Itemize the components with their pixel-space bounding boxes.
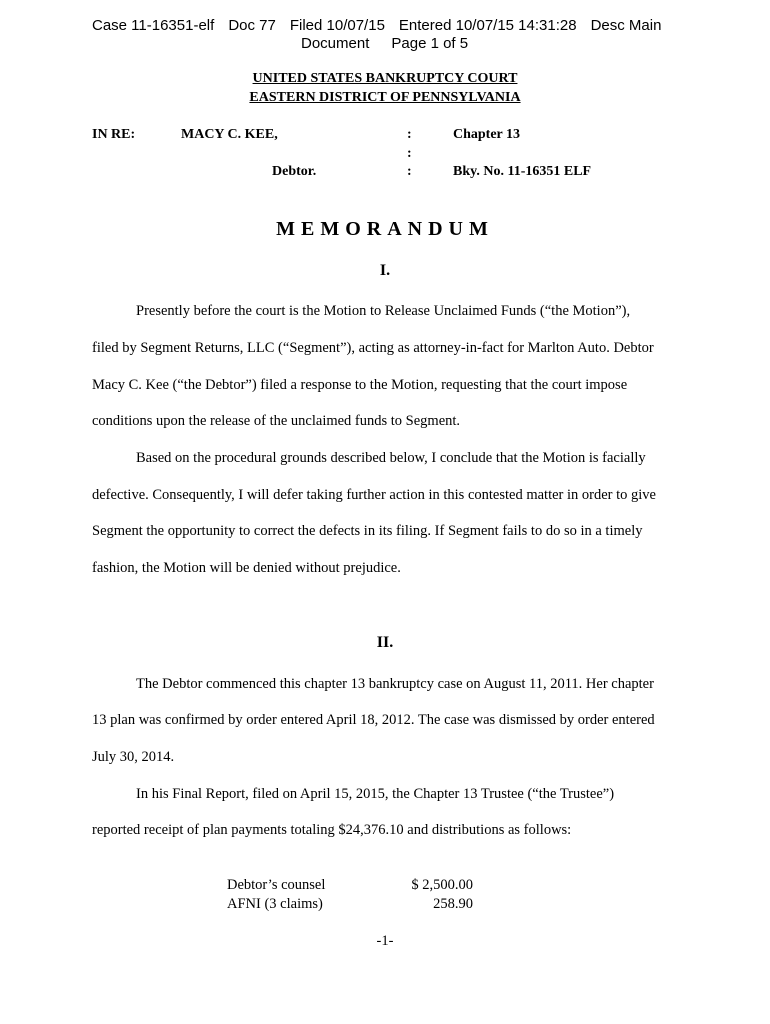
court-district: EASTERN DISTRICT OF PENNSYLVANIA — [249, 90, 521, 105]
distribution-amount: 258.90 — [433, 896, 473, 912]
page-count: Page 1 of 5 — [391, 35, 469, 52]
paragraph-line: Macy C. Kee (“the Debtor”) filed a response to the Motion, requesting that the court impose — [92, 377, 628, 393]
paragraph-line: reported receipt of plan payments totaling $24,376.10 and distributions as follows: — [92, 822, 572, 838]
distribution-payee: Debtor’s counsel — [227, 877, 326, 893]
bankruptcy-number: Bky. No. 11-16351 ELF — [453, 164, 592, 179]
paragraph-line: 13 plan was confirmed by order entered April 18, 2012. The case was dismissed by order entered — [92, 712, 655, 728]
filing-stamp-line-1 — [92, 17, 675, 34]
caption-colon: : — [407, 127, 412, 142]
paragraph-line: The Debtor commenced this chapter 13 bankruptcy case on August 11, 2011. Her chapter — [136, 676, 654, 692]
section-heading-2: II. — [376, 634, 394, 651]
paragraph-line: fashion, the Motion will be denied without prejudice. — [92, 560, 401, 576]
document-label: Document — [301, 35, 370, 52]
desc-label: Desc Main — [590, 17, 662, 34]
paragraph-line: Segment the opportunity to correct the defects in its filing. If Segment fails to do so in a timely — [92, 523, 643, 539]
debtor-label: Debtor. — [272, 164, 317, 179]
paragraph-line: conditions upon the release of the unclaimed funds to Segment. — [92, 413, 461, 429]
caption-colon: : — [407, 146, 412, 161]
party-name: MACY C. KEE, — [181, 127, 278, 142]
paragraph-line: In his Final Report, filed on April 15, 2015, the Chapter 13 Trustee (“the Trustee”) — [136, 786, 615, 802]
page-number: -1- — [376, 933, 394, 949]
memorandum-title: MEMORANDUM — [276, 218, 494, 240]
filed-date: Filed 10/07/15 — [289, 17, 385, 34]
paragraph-line: July 30, 2014. — [92, 749, 175, 765]
paragraph-line: Based on the procedural grounds described below, I conclude that the Motion is facially — [136, 450, 646, 466]
filing-stamp-line-2 — [301, 35, 490, 52]
doc-number: Doc 77 — [228, 17, 276, 34]
chapter-label: Chapter 13 — [453, 127, 521, 142]
in-re-label: IN RE: — [92, 127, 136, 142]
paragraph-line: defective. Consequently, I will defer taking further action in this contested matter in order to give — [92, 487, 656, 503]
section-heading-1: I. — [379, 262, 391, 279]
entered-date: Entered 10/07/15 14:31:28 — [398, 17, 577, 34]
paragraph-line: Presently before the court is the Motion to Release Unclaimed Funds (“the Motion”), — [136, 303, 631, 319]
caption-colon: : — [407, 164, 412, 179]
court-name: UNITED STATES BANKRUPTCY COURT — [252, 71, 518, 86]
distribution-payee: AFNI (3 claims) — [227, 896, 323, 912]
case-number: Case 11-16351-elf — [92, 17, 215, 34]
distribution-amount: $ 2,500.00 — [411, 877, 473, 893]
paragraph-line: filed by Segment Returns, LLC (“Segment”), acting as attorney-in-fact for Marlton Auto. Debtor — [92, 340, 654, 356]
